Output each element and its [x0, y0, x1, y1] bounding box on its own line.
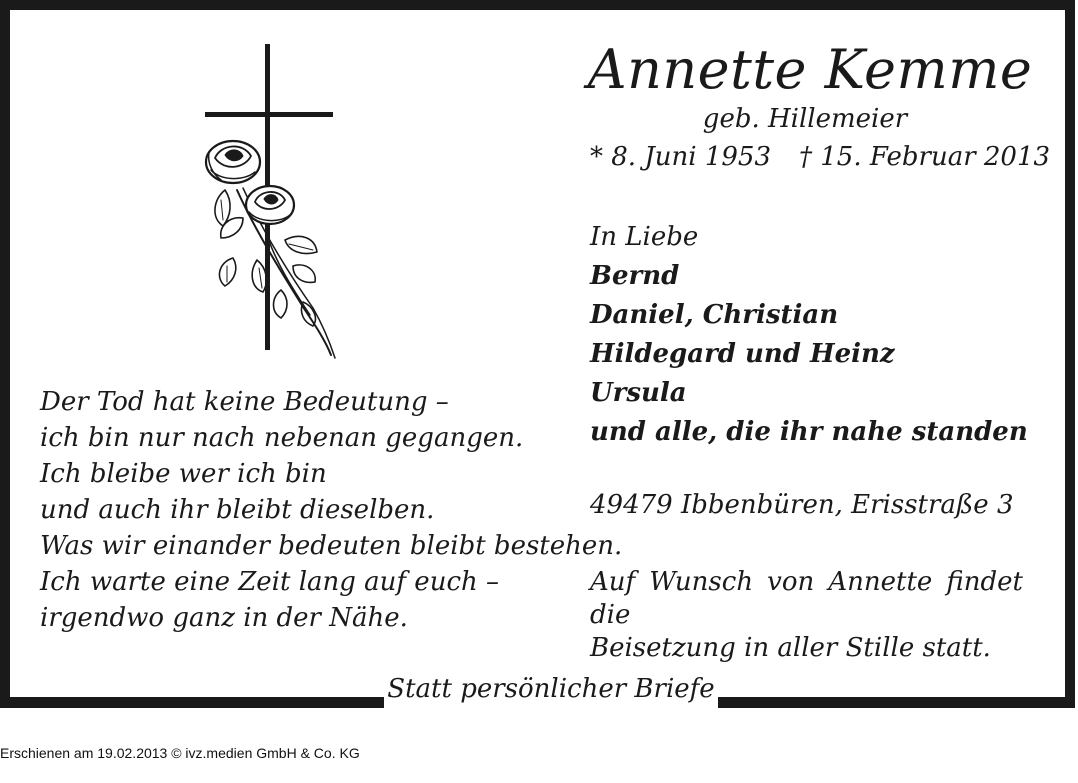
- poem-line: Was wir einander bedeuten bleibt bestehen.: [40, 531, 623, 561]
- poem-line: und auch ihr bleibt dieselben.: [40, 495, 435, 525]
- poem-line: Der Tod hat keine Bedeutung –: [40, 387, 449, 417]
- publication-credit: Erschienen am 19.02.2013 © ivz.medien GmbH & Co. KG: [0, 745, 360, 761]
- life-dates: [590, 142, 1051, 172]
- frame-border-top: [0, 0, 1075, 10]
- frame-border-bottom-right: [718, 697, 1075, 708]
- poem-line: Ich warte eine Zeit lang auf euch –: [40, 567, 500, 597]
- funeral-notice-line: Auf Wunsch von Annette findet die: [590, 567, 1023, 630]
- poem-line: irgendwo ganz in der Nähe.: [40, 603, 408, 633]
- mourners-list: [590, 218, 1028, 452]
- funeral-notice-line: Beisetzung in aller Stille statt.: [590, 633, 991, 663]
- deceased-name: Annette Kemme: [587, 38, 1033, 101]
- funeral-notice: [590, 566, 1023, 665]
- frame-border-bottom-left: [0, 697, 384, 708]
- mourner-name: und alle, die ihr nahe standen: [590, 417, 1028, 447]
- frame-border-left: [0, 0, 10, 708]
- mourner-name: Bernd: [590, 261, 680, 291]
- mourner-name: Daniel, Christian: [590, 300, 839, 330]
- mourners-intro: In Liebe: [590, 222, 699, 252]
- mourner-name: Ursula: [590, 378, 687, 408]
- family-address: 49479 Ibbenbüren, Erisstraße 3: [590, 490, 1014, 520]
- frame-border-right: [1065, 0, 1075, 708]
- birth-date: * 8. Juni 1953: [590, 142, 771, 172]
- memorial-poem: [40, 384, 622, 636]
- footer-note: Statt persönlicher Briefe: [387, 674, 715, 704]
- death-date: † 15. Februar 2013: [799, 142, 1051, 172]
- maiden-name: geb. Hillemeier: [702, 104, 908, 134]
- cross-with-roses-icon: [185, 40, 350, 365]
- mourner-name: Hildegard und Heinz: [590, 339, 895, 369]
- poem-line: ich bin nur nach nebenan gegangen.: [40, 423, 524, 453]
- poem-line: Ich bleibe wer ich bin: [40, 459, 327, 489]
